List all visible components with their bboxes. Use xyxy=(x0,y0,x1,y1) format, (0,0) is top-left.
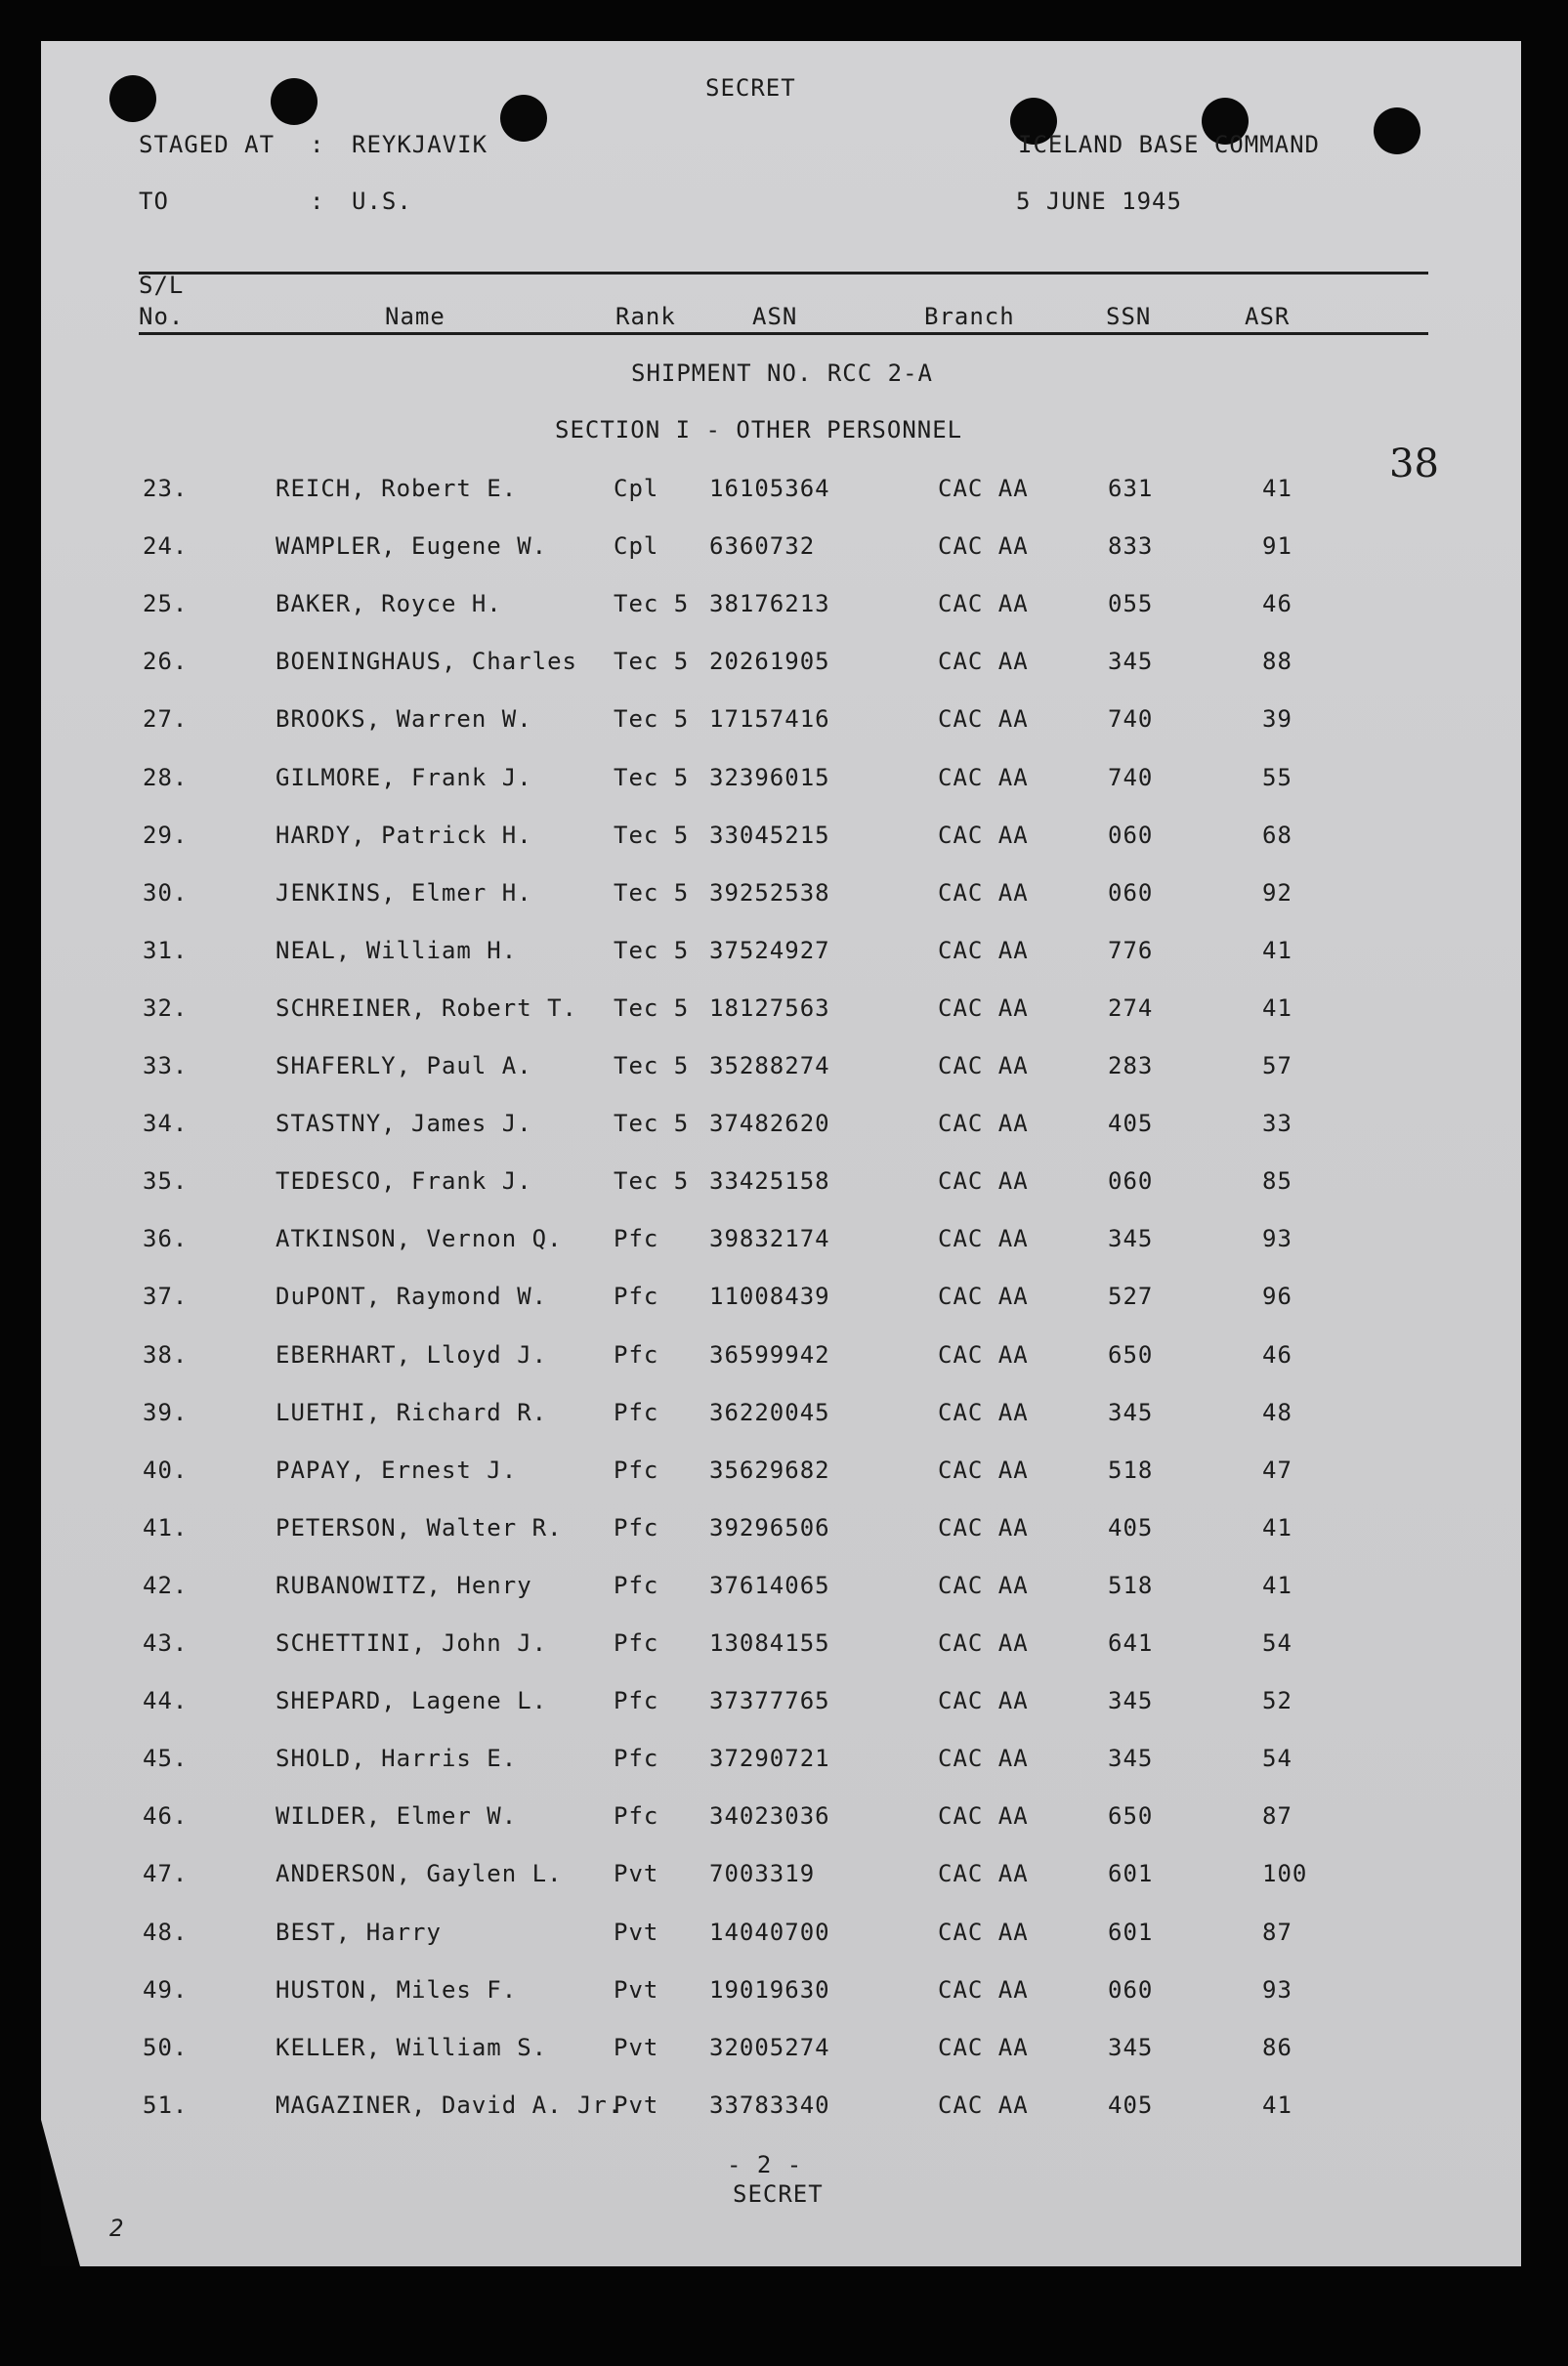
classification-bottom: SECRET xyxy=(733,2180,824,2208)
cell-branch: CAC AA xyxy=(938,590,1029,618)
col-asn: ASN xyxy=(752,303,798,330)
cell-branch: CAC AA xyxy=(938,1860,1029,1888)
cell-no: 51. xyxy=(143,2091,189,2119)
table-row xyxy=(41,822,1521,861)
cell-branch: CAC AA xyxy=(938,1918,1029,1946)
cell-asn: 6360732 xyxy=(709,532,816,561)
table-row xyxy=(41,2091,1521,2131)
table-row xyxy=(41,1283,1521,1322)
cell-asr: 91 xyxy=(1262,532,1293,561)
cell-ssn: 283 xyxy=(1108,1052,1154,1079)
cell-asn: 39296506 xyxy=(709,1513,830,1542)
header-bottom-rule xyxy=(139,332,1428,335)
cell-rank: Tec 5 xyxy=(614,648,690,676)
cell-asr: 96 xyxy=(1262,1283,1293,1311)
cell-no: 49. xyxy=(143,1975,189,2004)
cell-asr: 87 xyxy=(1262,1918,1293,1946)
cell-asn: 19019630 xyxy=(709,1975,830,2004)
table-row xyxy=(41,1572,1521,1611)
table-row xyxy=(41,475,1521,514)
cell-asr: 54 xyxy=(1262,1745,1293,1773)
cell-asr: 47 xyxy=(1262,1456,1293,1484)
cell-name: KELLER, William S. xyxy=(275,2033,548,2061)
staged-colon: : xyxy=(310,131,325,158)
cell-branch: CAC AA xyxy=(938,1110,1029,1138)
cell-ssn: 833 xyxy=(1108,532,1154,561)
cell-branch: CAC AA xyxy=(938,993,1029,1022)
punch-hole-3 xyxy=(500,95,547,142)
table-row xyxy=(41,994,1521,1034)
cell-rank: Tec 5 xyxy=(614,1052,690,1079)
cell-branch: CAC AA xyxy=(938,1456,1029,1484)
cell-branch: CAC AA xyxy=(938,1340,1029,1369)
cell-rank: Pfc xyxy=(614,1802,659,1831)
cell-branch: CAC AA xyxy=(938,1687,1029,1715)
cell-asr: 85 xyxy=(1262,1167,1293,1196)
cell-no: 25. xyxy=(143,590,189,618)
cell-asn: 33425158 xyxy=(709,1167,830,1196)
cell-ssn: 055 xyxy=(1108,590,1154,618)
cell-ssn: 405 xyxy=(1108,2091,1154,2119)
cell-name: BOENINGHAUS, Charles xyxy=(275,648,577,676)
cell-no: 41. xyxy=(143,1513,189,1542)
section-title: SECTION I - OTHER PERSONNEL xyxy=(555,416,963,444)
cell-ssn: 345 xyxy=(1108,648,1154,676)
cell-name: PAPAY, Ernest J. xyxy=(275,1456,518,1484)
cell-rank: Pfc xyxy=(614,1571,659,1599)
page-number-stamp: 38 xyxy=(1389,442,1439,486)
cell-rank: Tec 5 xyxy=(614,821,690,849)
table-row xyxy=(41,1167,1521,1206)
table-row xyxy=(41,590,1521,629)
cell-asr: 93 xyxy=(1262,1225,1293,1253)
cell-ssn: 650 xyxy=(1108,1340,1154,1369)
cell-asn: 38176213 xyxy=(709,590,830,618)
cell-ssn: 527 xyxy=(1108,1283,1154,1311)
cell-rank: Pfc xyxy=(614,1687,659,1715)
table-row xyxy=(41,1745,1521,1784)
cell-rank: Tec 5 xyxy=(614,705,690,734)
table-row xyxy=(41,1802,1521,1841)
cell-ssn: 274 xyxy=(1108,993,1154,1022)
cell-name: MAGAZINER, David A. Jr. xyxy=(275,2091,623,2119)
cell-no: 28. xyxy=(143,763,189,791)
col-name: Name xyxy=(385,303,445,330)
cell-ssn: 345 xyxy=(1108,1745,1154,1773)
table-row xyxy=(41,879,1521,918)
cell-branch: CAC AA xyxy=(938,1802,1029,1831)
cell-name: SHEPARD, Lagene L. xyxy=(275,1687,548,1715)
cell-name: WILDER, Elmer W. xyxy=(275,1802,518,1831)
col-branch: Branch xyxy=(924,303,1015,330)
header-top-rule xyxy=(139,272,1428,275)
cell-asn: 37524927 xyxy=(709,936,830,964)
cell-asr: 92 xyxy=(1262,878,1293,907)
cell-ssn: 518 xyxy=(1108,1571,1154,1599)
table-row xyxy=(41,1629,1521,1669)
cell-name: WAMPLER, Eugene W. xyxy=(275,532,548,561)
cell-ssn: 776 xyxy=(1108,936,1154,964)
cell-asn: 13084155 xyxy=(709,1629,830,1657)
cell-rank: Pvt xyxy=(614,2033,659,2061)
cell-name: JENKINS, Elmer H. xyxy=(275,878,532,907)
col-sl-bottom: No. xyxy=(139,303,185,330)
cell-name: NEAL, William H. xyxy=(275,936,518,964)
cell-asn: 35629682 xyxy=(709,1456,830,1484)
cell-no: 27. xyxy=(143,705,189,734)
cell-name: ATKINSON, Vernon Q. xyxy=(275,1225,563,1253)
col-rank: Rank xyxy=(615,303,676,330)
cell-asn: 11008439 xyxy=(709,1283,830,1311)
cell-name: SCHETTINI, John J. xyxy=(275,1629,548,1657)
cell-ssn: 060 xyxy=(1108,821,1154,849)
staged-at-value: REYKJAVIK xyxy=(352,131,488,158)
cell-asr: 93 xyxy=(1262,1975,1293,2004)
cell-rank: Tec 5 xyxy=(614,936,690,964)
cell-no: 42. xyxy=(143,1571,189,1599)
cell-asr: 88 xyxy=(1262,648,1293,676)
table-row xyxy=(41,937,1521,976)
cell-name: DuPONT, Raymond W. xyxy=(275,1283,548,1311)
cell-name: RUBANOWITZ, Henry xyxy=(275,1571,532,1599)
cell-asr: 46 xyxy=(1262,1340,1293,1369)
cell-rank: Tec 5 xyxy=(614,878,690,907)
cell-asr: 86 xyxy=(1262,2033,1293,2061)
cell-name: HUSTON, Miles F. xyxy=(275,1975,518,2004)
cell-asr: 41 xyxy=(1262,2091,1293,2119)
table-row xyxy=(41,1110,1521,1149)
cell-name: TEDESCO, Frank J. xyxy=(275,1167,532,1196)
cell-branch: CAC AA xyxy=(938,648,1029,676)
cell-rank: Pfc xyxy=(614,1456,659,1484)
cell-rank: Tec 5 xyxy=(614,590,690,618)
cell-branch: CAC AA xyxy=(938,1167,1029,1196)
cell-name: SHOLD, Harris E. xyxy=(275,1745,518,1773)
cell-branch: CAC AA xyxy=(938,475,1029,502)
cell-ssn: 060 xyxy=(1108,1167,1154,1196)
cell-rank: Tec 5 xyxy=(614,763,690,791)
cell-no: 36. xyxy=(143,1225,189,1253)
footer-page-number: - 2 - xyxy=(727,2151,803,2178)
table-row xyxy=(41,1341,1521,1380)
table-row xyxy=(41,2034,1521,2073)
punch-hole-2 xyxy=(271,78,318,125)
cell-asn: 33783340 xyxy=(709,2091,830,2119)
cell-no: 32. xyxy=(143,993,189,1022)
cell-ssn: 740 xyxy=(1108,705,1154,734)
col-asr: ASR xyxy=(1245,303,1291,330)
cell-branch: CAC AA xyxy=(938,1513,1029,1542)
cell-asn: 35288274 xyxy=(709,1052,830,1079)
cell-rank: Tec 5 xyxy=(614,1167,690,1196)
cell-name: SHAFERLY, Paul A. xyxy=(275,1052,532,1079)
cell-asr: 100 xyxy=(1262,1860,1308,1888)
table-row xyxy=(41,1457,1521,1496)
cell-no: 45. xyxy=(143,1745,189,1773)
cell-no: 26. xyxy=(143,648,189,676)
cell-branch: CAC AA xyxy=(938,2091,1029,2119)
cell-name: BEST, Harry xyxy=(275,1918,442,1946)
cell-rank: Pvt xyxy=(614,1918,659,1946)
cell-asn: 37614065 xyxy=(709,1571,830,1599)
cell-ssn: 405 xyxy=(1108,1513,1154,1542)
document-date: 5 JUNE 1945 xyxy=(1016,188,1182,215)
cell-asr: 68 xyxy=(1262,821,1293,849)
punch-hole-1 xyxy=(109,75,156,122)
cell-asr: 46 xyxy=(1262,590,1293,618)
cell-name: HARDY, Patrick H. xyxy=(275,821,532,849)
table-row xyxy=(41,1860,1521,1899)
cell-ssn: 740 xyxy=(1108,763,1154,791)
cell-no: 34. xyxy=(143,1110,189,1138)
table-row xyxy=(41,1399,1521,1438)
cell-name: BROOKS, Warren W. xyxy=(275,705,532,734)
staged-at-label: STAGED AT xyxy=(139,131,275,158)
cell-asn: 33045215 xyxy=(709,821,830,849)
cell-asn: 37482620 xyxy=(709,1110,830,1138)
cell-no: 31. xyxy=(143,936,189,964)
cell-asn: 17157416 xyxy=(709,705,830,734)
cell-asr: 41 xyxy=(1262,475,1293,502)
to-label: TO xyxy=(139,188,169,215)
cell-asn: 20261905 xyxy=(709,648,830,676)
table-row xyxy=(41,1225,1521,1264)
cell-ssn: 601 xyxy=(1108,1860,1154,1888)
margin-mark: 2 xyxy=(109,2215,125,2242)
cell-no: 47. xyxy=(143,1860,189,1888)
shipment-title: SHIPMENT NO. RCC 2-A xyxy=(631,359,933,387)
cell-ssn: 345 xyxy=(1108,1687,1154,1715)
cell-rank: Pfc xyxy=(614,1745,659,1773)
cell-branch: CAC AA xyxy=(938,1745,1029,1773)
cell-name: EBERHART, Lloyd J. xyxy=(275,1340,548,1369)
cell-rank: Pvt xyxy=(614,1975,659,2004)
cell-asr: 52 xyxy=(1262,1687,1293,1715)
cell-name: REICH, Robert E. xyxy=(275,475,518,502)
punch-hole-6 xyxy=(1374,107,1420,154)
cell-rank: Cpl xyxy=(614,532,659,561)
table-row xyxy=(41,1976,1521,2015)
cell-no: 30. xyxy=(143,878,189,907)
to-colon: : xyxy=(310,188,325,215)
cell-asn: 37377765 xyxy=(709,1687,830,1715)
cell-no: 33. xyxy=(143,1052,189,1079)
cell-asn: 34023036 xyxy=(709,1802,830,1831)
cell-no: 38. xyxy=(143,1340,189,1369)
cell-ssn: 518 xyxy=(1108,1456,1154,1484)
cell-branch: CAC AA xyxy=(938,821,1029,849)
torn-corner xyxy=(41,2120,80,2266)
table-row xyxy=(41,1687,1521,1726)
cell-ssn: 060 xyxy=(1108,1975,1154,2004)
cell-asn: 7003319 xyxy=(709,1860,816,1888)
cell-branch: CAC AA xyxy=(938,1398,1029,1426)
cell-asr: 48 xyxy=(1262,1398,1293,1426)
table-row xyxy=(41,1919,1521,1958)
cell-no: 50. xyxy=(143,2033,189,2061)
cell-branch: CAC AA xyxy=(938,532,1029,561)
cell-rank: Pfc xyxy=(614,1398,659,1426)
cell-ssn: 601 xyxy=(1108,1918,1154,1946)
cell-rank: Pfc xyxy=(614,1225,659,1253)
cell-branch: CAC AA xyxy=(938,936,1029,964)
table-row xyxy=(41,532,1521,571)
cell-rank: Pvt xyxy=(614,1860,659,1888)
cell-branch: CAC AA xyxy=(938,1052,1029,1079)
cell-rank: Pvt xyxy=(614,2091,659,2119)
cell-asn: 16105364 xyxy=(709,475,830,502)
cell-no: 46. xyxy=(143,1802,189,1831)
cell-name: BAKER, Royce H. xyxy=(275,590,502,618)
cell-rank: Pfc xyxy=(614,1513,659,1542)
cell-asr: 41 xyxy=(1262,993,1293,1022)
cell-branch: CAC AA xyxy=(938,1571,1029,1599)
cell-asr: 41 xyxy=(1262,1571,1293,1599)
cell-branch: CAC AA xyxy=(938,763,1029,791)
cell-asn: 32005274 xyxy=(709,2033,830,2061)
cell-no: 44. xyxy=(143,1687,189,1715)
table-row xyxy=(41,764,1521,803)
cell-name: ANDERSON, Gaylen L. xyxy=(275,1860,563,1888)
cell-asn: 32396015 xyxy=(709,763,830,791)
cell-asn: 36599942 xyxy=(709,1340,830,1369)
cell-name: PETERSON, Walter R. xyxy=(275,1513,563,1542)
cell-asr: 57 xyxy=(1262,1052,1293,1079)
cell-ssn: 345 xyxy=(1108,1225,1154,1253)
table-row xyxy=(41,648,1521,687)
cell-no: 37. xyxy=(143,1283,189,1311)
cell-ssn: 641 xyxy=(1108,1629,1154,1657)
cell-asr: 54 xyxy=(1262,1629,1293,1657)
cell-branch: CAC AA xyxy=(938,878,1029,907)
cell-asr: 33 xyxy=(1262,1110,1293,1138)
cell-branch: CAC AA xyxy=(938,705,1029,734)
cell-no: 29. xyxy=(143,821,189,849)
cell-branch: CAC AA xyxy=(938,1975,1029,2004)
cell-rank: Tec 5 xyxy=(614,1110,690,1138)
cell-name: SCHREINER, Robert T. xyxy=(275,993,577,1022)
cell-no: 48. xyxy=(143,1918,189,1946)
classification-top: SECRET xyxy=(705,74,796,102)
cell-asn: 36220045 xyxy=(709,1398,830,1426)
cell-asr: 41 xyxy=(1262,936,1293,964)
cell-asn: 18127563 xyxy=(709,993,830,1022)
to-value: U.S. xyxy=(352,188,412,215)
table-row xyxy=(41,705,1521,744)
cell-rank: Tec 5 xyxy=(614,993,690,1022)
cell-rank: Pfc xyxy=(614,1340,659,1369)
cell-asn: 39252538 xyxy=(709,878,830,907)
cell-ssn: 060 xyxy=(1108,878,1154,907)
cell-ssn: 631 xyxy=(1108,475,1154,502)
cell-branch: CAC AA xyxy=(938,1225,1029,1253)
cell-no: 39. xyxy=(143,1398,189,1426)
cell-rank: Pfc xyxy=(614,1283,659,1311)
cell-asr: 87 xyxy=(1262,1802,1293,1831)
cell-no: 24. xyxy=(143,532,189,561)
cell-branch: CAC AA xyxy=(938,1283,1029,1311)
command-name: ICELAND BASE COMMAND xyxy=(1018,131,1320,158)
cell-rank: Pfc xyxy=(614,1629,659,1657)
col-ssn: SSN xyxy=(1106,303,1152,330)
cell-branch: CAC AA xyxy=(938,1629,1029,1657)
cell-branch: CAC AA xyxy=(938,2033,1029,2061)
cell-asr: 55 xyxy=(1262,763,1293,791)
cell-no: 43. xyxy=(143,1629,189,1657)
cell-name: STASTNY, James J. xyxy=(275,1110,532,1138)
cell-ssn: 405 xyxy=(1108,1110,1154,1138)
table-row xyxy=(41,1052,1521,1091)
document-page xyxy=(41,41,1521,2266)
cell-no: 40. xyxy=(143,1456,189,1484)
cell-no: 35. xyxy=(143,1167,189,1196)
cell-ssn: 650 xyxy=(1108,1802,1154,1831)
cell-asr: 39 xyxy=(1262,705,1293,734)
cell-asr: 41 xyxy=(1262,1513,1293,1542)
cell-asn: 37290721 xyxy=(709,1745,830,1773)
cell-name: GILMORE, Frank J. xyxy=(275,763,532,791)
table-row xyxy=(41,1514,1521,1553)
cell-asn: 39832174 xyxy=(709,1225,830,1253)
cell-no: 23. xyxy=(143,475,189,502)
cell-name: LUETHI, Richard R. xyxy=(275,1398,548,1426)
col-sl-top: S/L xyxy=(139,272,185,299)
cell-asn: 14040700 xyxy=(709,1918,830,1946)
cell-ssn: 345 xyxy=(1108,1398,1154,1426)
cell-rank: Cpl xyxy=(614,475,659,502)
cell-ssn: 345 xyxy=(1108,2033,1154,2061)
